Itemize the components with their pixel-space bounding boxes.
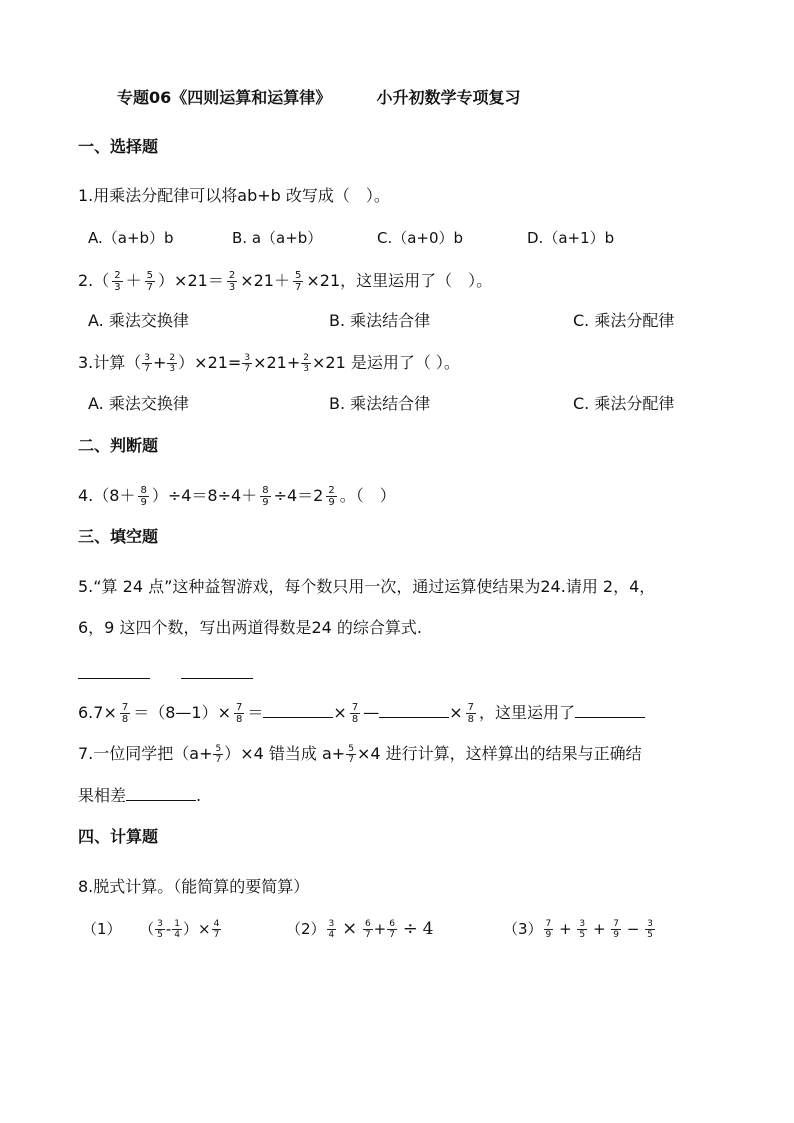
q8-expression-2 xyxy=(286,919,433,940)
fraction xyxy=(301,353,311,374)
fraction xyxy=(350,702,360,725)
expr-text: ÷ xyxy=(402,918,418,939)
q8-expression-1 xyxy=(82,919,222,940)
q4-text-2: ）÷4＝8÷4＋ xyxy=(151,486,258,505)
numerator: 2 xyxy=(114,270,121,281)
fraction xyxy=(363,919,373,940)
q2-option-b: B. 乘法结合律 xyxy=(329,311,431,330)
q3-text-5: ×21 是运用了（ ）。 xyxy=(311,353,460,372)
q6-text-2: ＝（8—1）× xyxy=(133,703,232,722)
denominator: 7 xyxy=(348,755,354,765)
q2-text-2: ＋ xyxy=(125,271,142,290)
denominator: 8 xyxy=(467,714,474,725)
q1-option-a: A.（a+b）b xyxy=(88,229,174,247)
section-heading-judge: 二、判断题 xyxy=(78,436,159,455)
denominator: 9 xyxy=(545,930,552,940)
q4-text-4: 。（ ） xyxy=(339,486,396,505)
fraction xyxy=(167,353,177,374)
numerator: 2 xyxy=(303,353,309,363)
numerator: 3 xyxy=(157,919,163,929)
numerator: 3 xyxy=(579,919,586,929)
expr-label: （3） xyxy=(503,920,543,938)
q2-text-3: ）×21＝ xyxy=(158,271,224,290)
expr-text: 4 xyxy=(422,919,434,939)
numerator: 1 xyxy=(174,919,181,929)
expr-text: + xyxy=(559,920,572,938)
expr-text: - xyxy=(165,920,172,938)
denominator: 7 xyxy=(215,755,222,765)
fraction xyxy=(155,919,165,940)
q7-text-5: . xyxy=(196,786,202,805)
fraction xyxy=(242,353,252,374)
section-heading-calc: 四、计算题 xyxy=(78,827,159,846)
q6-text-6: × xyxy=(449,703,463,722)
q3-option-b: B. 乘法结合律 xyxy=(329,394,431,413)
numerator: 6 xyxy=(389,919,395,929)
expr-label: （1） xyxy=(82,920,122,938)
fraction xyxy=(387,919,397,940)
numerator: 2 xyxy=(169,353,176,363)
q7-text-3: ×4 进行计算，这样算出的结果与正确结 xyxy=(356,744,642,763)
answer-blank[interactable] xyxy=(181,664,253,683)
expr-label: （2） xyxy=(286,920,326,938)
title-main: 专题06《四则运算和运算律》 xyxy=(117,88,332,107)
answer-blank[interactable] xyxy=(78,664,150,683)
numerator: 8 xyxy=(140,485,147,496)
numerator: 5 xyxy=(348,744,354,754)
q3-text-2: + xyxy=(153,353,167,372)
denominator: 8 xyxy=(236,714,243,725)
denominator: 7 xyxy=(294,282,302,293)
fraction xyxy=(577,919,587,940)
q8-expression-3 xyxy=(503,919,656,940)
answer-blank[interactable] xyxy=(575,703,645,718)
q2-option-c: C. 乘法分配律 xyxy=(573,311,675,330)
expr-text: ）× xyxy=(183,920,211,938)
q6-text-1: 6.7× xyxy=(78,703,117,722)
fraction xyxy=(260,485,270,508)
denominator: 4 xyxy=(174,930,181,940)
numerator: 7 xyxy=(236,702,243,713)
numerator: 3 xyxy=(328,919,335,929)
numerator: 2 xyxy=(328,485,335,496)
denominator: 5 xyxy=(579,930,586,940)
question-3-stem xyxy=(78,353,460,374)
title-sub: 小升初数学专项复习 xyxy=(376,88,521,107)
numerator: 5 xyxy=(294,270,302,281)
q3-text-3: ）×21= xyxy=(178,353,242,372)
q2-text-1: 2.（ xyxy=(78,271,110,290)
q3-text-1: 3.计算（ xyxy=(78,353,142,372)
numerator: 7 xyxy=(351,702,359,713)
denominator: 7 xyxy=(244,364,251,374)
denominator: 3 xyxy=(114,282,121,293)
fraction xyxy=(346,744,356,765)
numerator: 7 xyxy=(545,919,552,929)
question-5-line-2: 6，9 这四个数，写出两道得数是24 的综合算式. xyxy=(78,618,422,637)
denominator: 8 xyxy=(121,714,129,725)
question-2-stem xyxy=(78,270,492,293)
fraction xyxy=(145,270,155,293)
expr-text: + xyxy=(373,920,387,938)
expr-text: − xyxy=(626,920,640,938)
denominator: 3 xyxy=(228,282,236,293)
numerator: 2 xyxy=(228,270,236,281)
numerator: 7 xyxy=(121,702,129,713)
fraction xyxy=(544,919,554,940)
answer-blank[interactable] xyxy=(263,703,333,718)
fraction xyxy=(172,919,182,940)
q2-text-4: ×21＋ xyxy=(240,271,290,290)
page-title xyxy=(117,88,520,108)
fraction xyxy=(212,919,222,940)
q6-text-7: ，这里运用了 xyxy=(478,703,575,722)
answer-blank[interactable] xyxy=(126,786,196,801)
numerator: 5 xyxy=(215,744,222,754)
question-6-stem xyxy=(78,702,645,725)
section-heading-fill: 三、填空题 xyxy=(78,527,159,546)
fraction xyxy=(142,353,152,374)
q6-text-5: — xyxy=(363,703,380,722)
numerator: 3 xyxy=(647,919,653,929)
q7-text-1: 7.一位同学把（a+ xyxy=(78,744,213,763)
fraction xyxy=(213,744,223,765)
section-heading-choice: 一、选择题 xyxy=(78,137,159,156)
numerator: 6 xyxy=(364,919,371,929)
denominator: 5 xyxy=(157,930,163,940)
fraction xyxy=(112,270,122,293)
denominator: 8 xyxy=(351,714,359,725)
q3-option-c: C. 乘法分配律 xyxy=(573,394,675,413)
q7-text-2: ）×4 错当成 a+ xyxy=(224,744,346,763)
numerator: 7 xyxy=(613,919,620,929)
numerator: 3 xyxy=(244,353,251,363)
fraction xyxy=(234,702,244,725)
denominator: 3 xyxy=(303,364,309,374)
question-7-line-1 xyxy=(78,744,642,765)
q1-option-d: D.（a+1）b xyxy=(527,229,615,247)
denominator: 5 xyxy=(647,930,653,940)
numerator: 4 xyxy=(213,919,220,929)
denominator: 7 xyxy=(146,282,154,293)
denominator: 9 xyxy=(328,497,335,508)
denominator: 7 xyxy=(213,930,220,940)
fraction xyxy=(227,270,237,293)
question-5-line-1: 5.“算 24 点”这种益智游戏，每个数只用一次，通过运算使结果为24.请用 2，4， xyxy=(78,577,656,596)
denominator: 7 xyxy=(389,930,395,940)
fraction xyxy=(327,919,337,940)
answer-blank[interactable] xyxy=(379,703,449,718)
expr-text: × xyxy=(342,918,358,939)
question-1-stem: 1.用乘法分配律可以将ab+b 改写成（ ）。 xyxy=(78,186,390,205)
denominator: 9 xyxy=(262,497,269,508)
fraction xyxy=(611,919,621,940)
fraction xyxy=(293,270,303,293)
denominator: 7 xyxy=(364,930,371,940)
expr-text: （ xyxy=(139,920,155,938)
numerator: 3 xyxy=(144,353,151,363)
q3-text-4: ×21+ xyxy=(253,353,301,372)
q6-text-3: ＝ xyxy=(247,703,264,722)
q2-text-5: ×21，这里运用了（ ）。 xyxy=(306,271,493,290)
question-7-line-2 xyxy=(78,786,201,806)
fraction xyxy=(120,702,130,725)
denominator: 9 xyxy=(140,497,147,508)
denominator: 9 xyxy=(613,930,620,940)
fraction xyxy=(326,485,336,508)
fraction xyxy=(138,485,148,508)
denominator: 7 xyxy=(144,364,151,374)
numerator: 5 xyxy=(146,270,154,281)
fraction xyxy=(645,919,655,940)
q1-option-c: C.（a+0）b xyxy=(377,229,464,247)
q4-text-3: ÷4＝2 xyxy=(273,486,324,505)
question-8-stem: 8.脱式计算。（能简算的要简算） xyxy=(78,877,310,896)
denominator: 4 xyxy=(328,930,335,940)
numerator: 7 xyxy=(467,702,474,713)
fraction xyxy=(466,702,476,725)
expr-text: + xyxy=(592,920,606,938)
denominator: 3 xyxy=(169,364,176,374)
q3-option-a: A. 乘法交换律 xyxy=(88,394,189,413)
q7-text-4: 果相差 xyxy=(78,786,127,805)
q2-option-a: A. 乘法交换律 xyxy=(88,311,189,330)
q6-text-4: × xyxy=(333,703,347,722)
question-4-stem xyxy=(78,485,396,508)
numerator: 8 xyxy=(262,485,269,496)
q1-option-b: B. a（a+b） xyxy=(232,229,323,247)
q4-text-1: 4.（8＋ xyxy=(78,486,136,505)
